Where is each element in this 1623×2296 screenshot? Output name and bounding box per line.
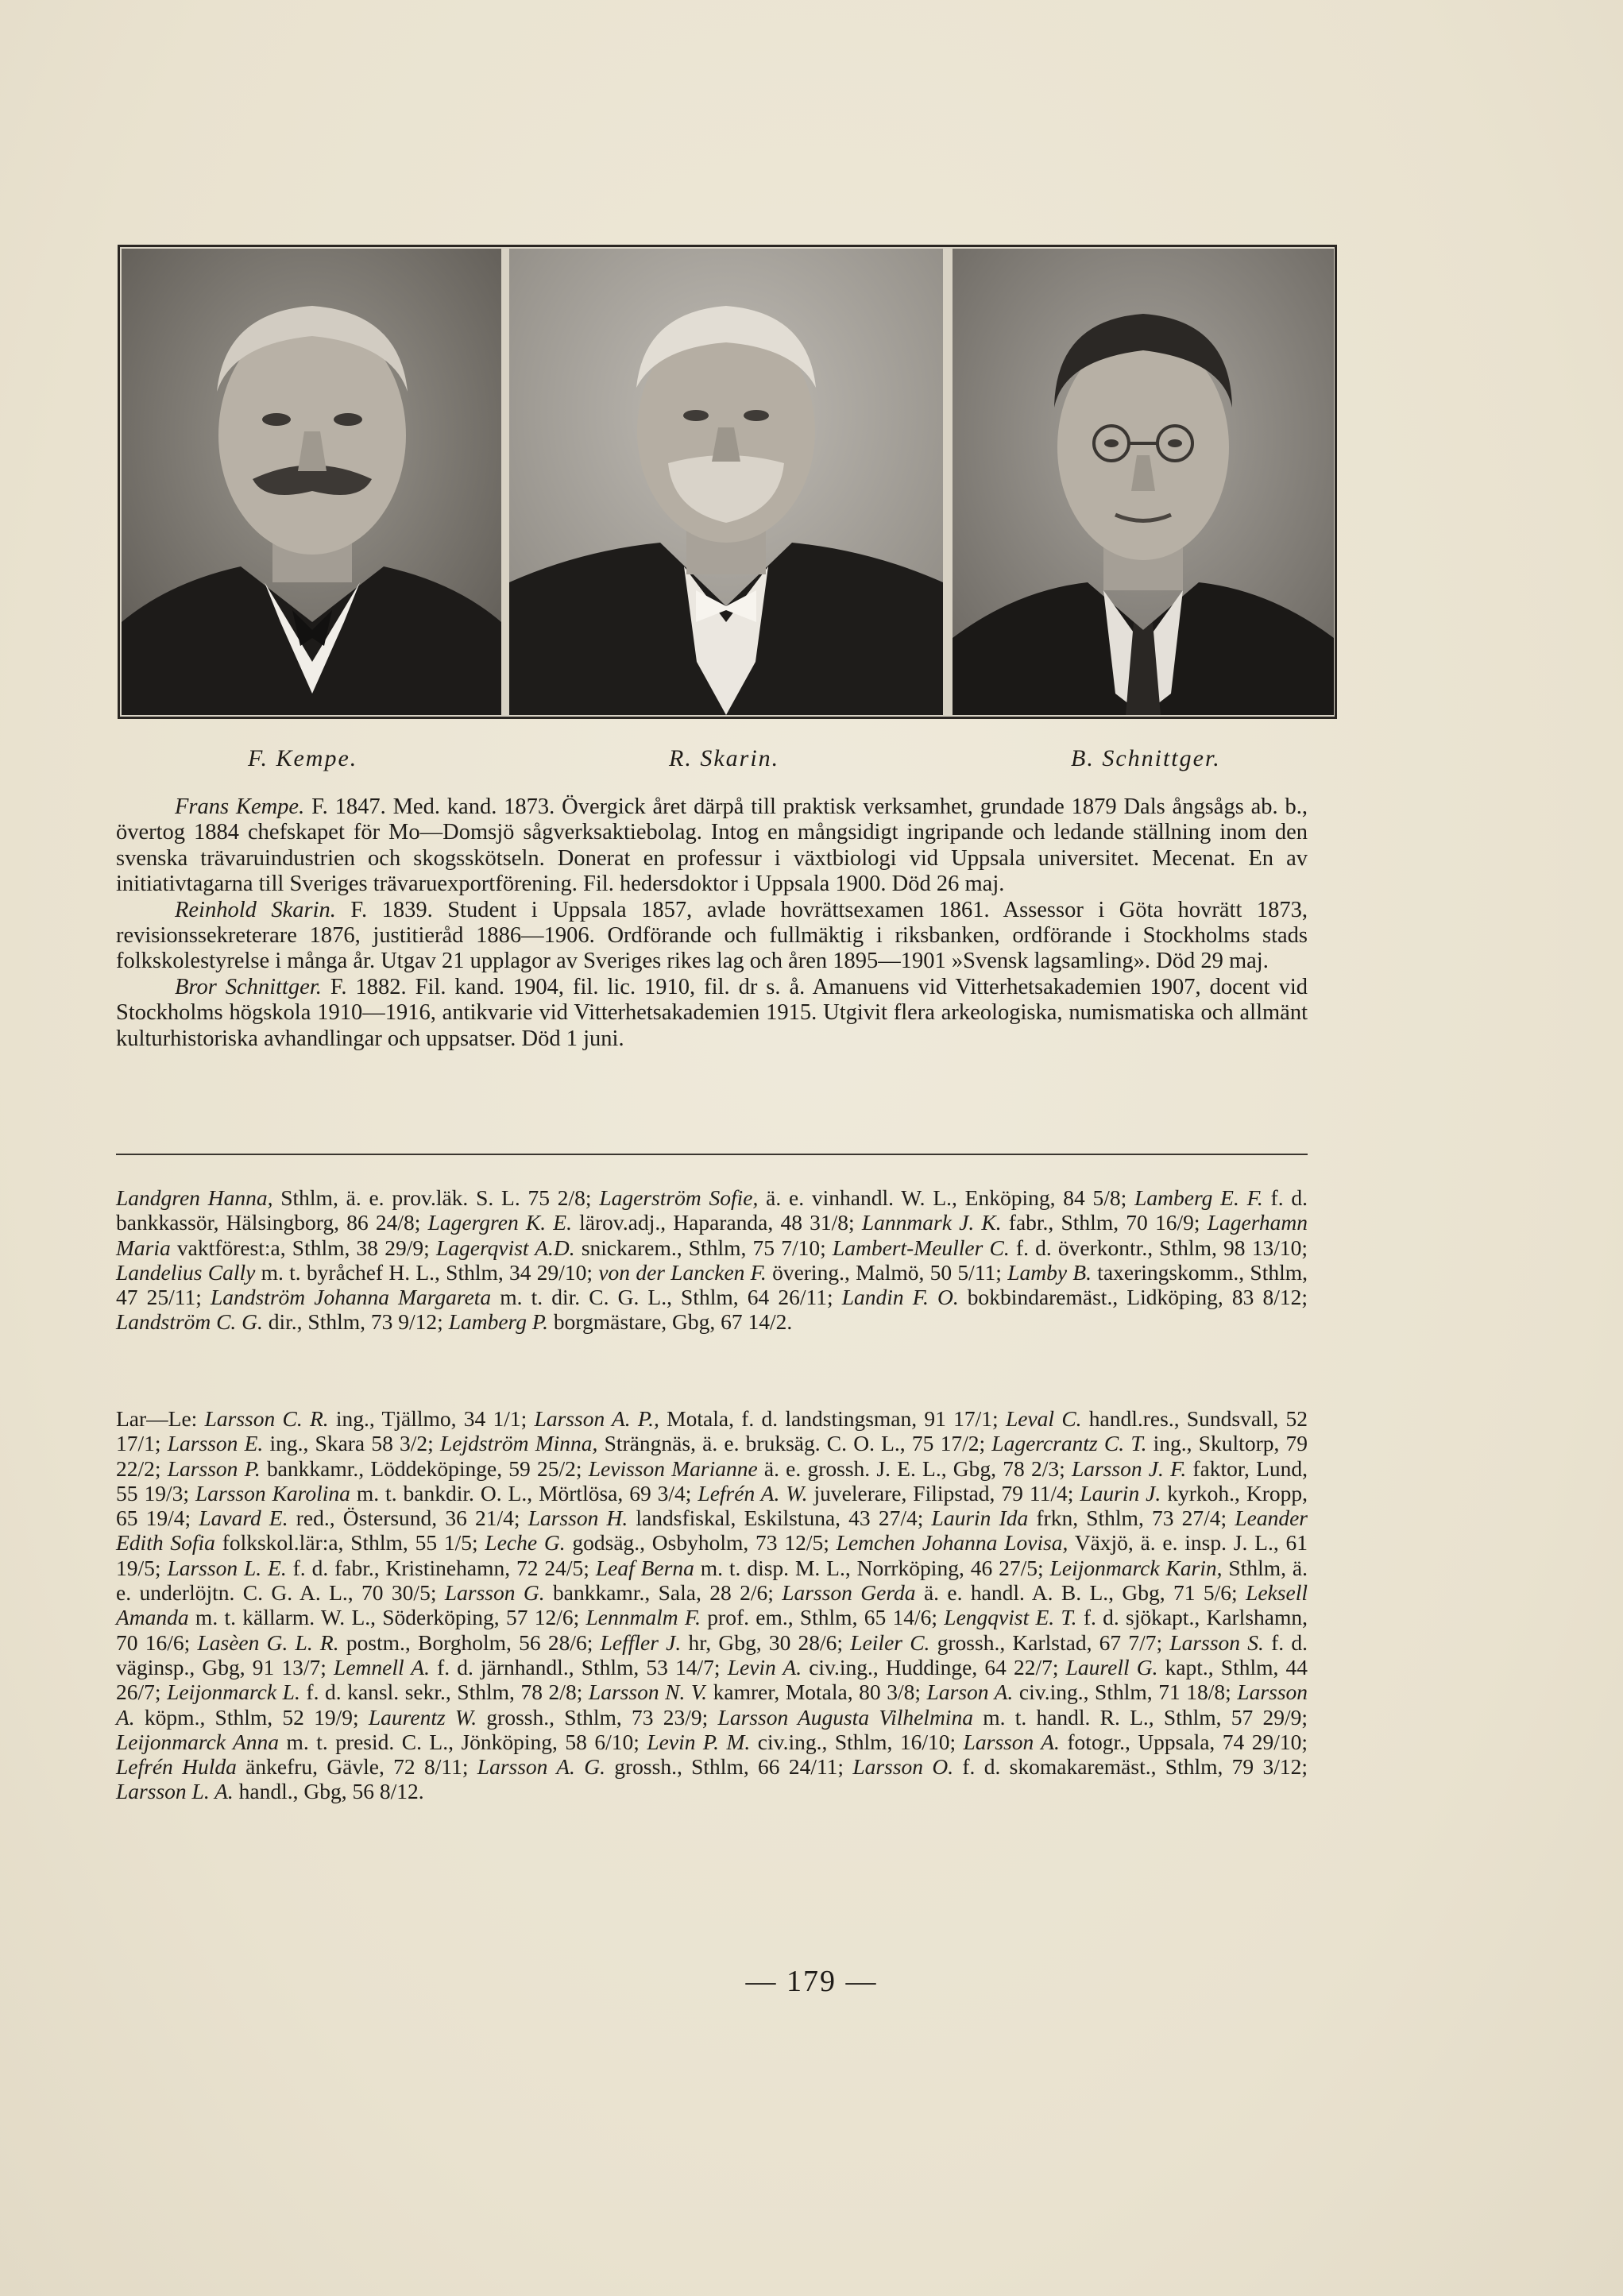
entry-details: m. t. dir. C. G. L., Sthlm, 64 26/11;: [491, 1285, 842, 1310]
bio-text: F. 1839. Student i Uppsala 1857, avlade hovrättsexamen 1861. Assessor i Göta hovrätt 1873, revisionssekreterare 1876, justitieråd 1886—1906. Ordförande och fullmäktig i riksbanken, ordförande i Stockholms stads folkskolestyrelse i många år. Utgav 21 upplagor av Sveriges rikes lag och åren 1895—1901 »Svensk lagsamling». Död 29 maj.: [116, 897, 1308, 974]
entry-name: Leche G.: [485, 1530, 566, 1556]
entry-details: hr, Gbg, 30 28/6;: [681, 1629, 851, 1655]
entry-name: von der Lancken F.: [598, 1259, 767, 1285]
entry-details: m. t. presid. C. L., Jönköping, 58 6/10;: [279, 1729, 647, 1754]
bio-paragraph-schnittger: [116, 975, 1308, 1052]
entry-details: ä. e. grossh. J. E. L., Gbg, 78 2/3;: [757, 1455, 1072, 1481]
entry-name: Larsson P.: [167, 1455, 261, 1481]
entry-details: m. t. handl. R. L., Sthlm, 57 29/9;: [972, 1704, 1308, 1730]
entry-details: Motala, f. d. landstingsman, 91 17/1;: [659, 1406, 1006, 1431]
portrait-photo-skarin: [509, 249, 943, 715]
entry-name: Leijonmarck Anna: [116, 1729, 280, 1754]
entry-details: red., Östersund, 36 21/4;: [288, 1506, 528, 1531]
entry-details: godsäg., Osbyholm, 73 12/5;: [565, 1530, 837, 1556]
entry-details: ä. e. vinhandl. W. L., Enköping, 84 5/8;: [758, 1185, 1135, 1210]
photo-caption-skarin: R. Skarin.: [669, 745, 780, 771]
entry-name: Lefrén A. W.: [698, 1480, 808, 1506]
entry-name: Larsson H.: [527, 1506, 628, 1531]
portrait-frame: [118, 245, 1337, 719]
entry-name: Leksell Amanda: [116, 1580, 1308, 1630]
entry-details: borgmästare, Gbg, 67 14/2.: [547, 1309, 793, 1335]
entry-name: Larsson A. G.: [477, 1754, 605, 1780]
bio-text: F. 1882. Fil. kand. 1904, fil. lic. 1910, fil. dr s. å. Amanuens vid Vitterhetsakademien 1907, docent vid Stockholms högskola 1910—1916, antikvarie vid Vitterhetsakademien 1915. Utgivit flera arkeologiska, numismatiska och allmänt kulturhistoriska avhandlingar och uppsatser. Död 1 juni.: [116, 974, 1308, 1051]
entry-details: m. t. disp. M. L., Norrköping, 46 27/5;: [694, 1555, 1050, 1580]
entry-name: Lengqvist E. T.: [944, 1605, 1077, 1630]
entry-name: Landelius Cally: [116, 1259, 256, 1285]
entry-details: dir., Sthlm, 73 9/12;: [262, 1309, 449, 1335]
entry-name: Laurin J.: [1080, 1480, 1161, 1506]
entry-details: grossh., Sthlm, 66 24/11;: [605, 1754, 853, 1780]
entry-name: Lagerström Sofie,: [599, 1185, 759, 1210]
entry-details: folkskol.lär:a, Sthlm, 55 1/5;: [214, 1530, 485, 1556]
entry-name: Landgren Hanna,: [116, 1185, 273, 1210]
bio-paragraph-skarin: [116, 898, 1308, 975]
entry-name: Laurell G.: [1065, 1654, 1158, 1679]
entry-name: Larsson A.: [116, 1679, 1308, 1730]
entry-details: kapt., Sthlm, 44 26/7;: [116, 1654, 1308, 1705]
entry-name: Lasèen G. L. R.: [197, 1629, 339, 1655]
portrait-photo-schnittger: [953, 249, 1334, 715]
entry-name: Levin A.: [727, 1654, 802, 1679]
entry-details: landsfiskal, Eskilstuna, 43 27/4;: [628, 1506, 932, 1531]
entry-details: f. d. bankkassör, Hälsingborg, 86 24/8;: [116, 1185, 1308, 1235]
section-divider: [116, 1154, 1308, 1155]
entry-details: kyrkoh., Kropp, 65 19/4;: [116, 1480, 1308, 1531]
entry-name: Lagerhamn Maria: [116, 1210, 1308, 1260]
bio-name: Reinhold Skarin.: [175, 897, 336, 922]
entry-name: Leaf Berna: [595, 1555, 694, 1580]
entry-details: fabr., Sthlm, 70 16/9;: [1001, 1210, 1208, 1235]
portrait-photo-kempe: [122, 249, 501, 715]
entry-name: Larsson G.: [444, 1580, 545, 1606]
entry-details: grossh., Karlstad, 67 7/7;: [929, 1629, 1170, 1655]
entry-details: Sthlm, ä. e. prov.läk. S. L. 75 2/8;: [272, 1185, 600, 1210]
entry-name: Leffler J.: [600, 1629, 682, 1655]
entry-details: övering., Malmö, 50 5/11;: [766, 1259, 1008, 1285]
entry-name: Leval C.: [1005, 1406, 1082, 1431]
entry-details: bankkamr., Sala, 28 2/6;: [544, 1580, 783, 1606]
entry-details: taxeringskomm., Sthlm, 47 25/11;: [116, 1259, 1308, 1310]
entry-name: Lagercrantz C. T.: [991, 1431, 1147, 1456]
entry-details: ing., Skultorp, 79 22/2;: [116, 1431, 1308, 1481]
entry-details: grossh., Sthlm, 73 23/9;: [477, 1704, 718, 1730]
entry-name: Laurentz W.: [368, 1704, 477, 1730]
entry-details: f. d. väginsp., Gbg, 91 13/7;: [116, 1629, 1308, 1679]
entry-name: Lannmark J. K.: [861, 1210, 1002, 1235]
obituary-list-lar-le: [116, 1406, 1308, 1804]
entry-name: Lavard E.: [199, 1506, 288, 1531]
entry-details: änkefru, Gävle, 72 8/11;: [236, 1754, 477, 1780]
entry-name: Leijonmarck Karin,: [1049, 1555, 1223, 1580]
entry-details: ing., Skara 58 3/2;: [263, 1431, 440, 1456]
bio-text: F. 1847. Med. kand. 1873. Övergick året därpå till praktisk verksamhet, grundade 1879 Dals ångsågs ab. b., övertog 1884 chefskapet för Mo—Domsjö sågverksaktiebolag. Intog en mångsidigt ingripande och ledande ställning inom den svenska trävaruindustrien och skogsskötseln. Donerat en professur i växtbiologi vid Uppsala universitet. Mecenat. En av initiativtagarna till Sveriges trävaruexportförening. Fil. hedersdoktor i Uppsala 1900. Död 26 maj.: [116, 794, 1308, 897]
entry-name: Larsson Karolina: [195, 1480, 350, 1506]
entry-details: f. d. järnhandl., Sthlm, 53 14/7;: [429, 1654, 728, 1679]
entry-name: Lemnell A.: [334, 1654, 430, 1679]
entry-details: frkn, Sthlm, 73 27/4;: [1028, 1506, 1235, 1531]
entry-details: civ.ing., Sthlm, 71 18/8;: [1013, 1679, 1238, 1705]
entry-name: Larsson J. F.: [1071, 1455, 1187, 1481]
entry-name: Laurin Ida: [931, 1506, 1029, 1531]
entry-details: Sthlm, ä. e. underlöjtn. C. G. A. L., 70 30/5;: [116, 1555, 1308, 1606]
entry-name: Larsson L. A.: [116, 1779, 234, 1804]
entry-name: Lefrén Hulda: [116, 1754, 237, 1780]
entry-name: Leijonmarck L.: [167, 1679, 300, 1705]
entry-name: Levin P. M.: [647, 1729, 751, 1754]
entry-name: Leander Edith Sofia: [116, 1506, 1308, 1556]
entry-name: Levisson Marianne: [588, 1455, 758, 1481]
entry-name: Larsson A.: [963, 1729, 1060, 1754]
entry-name: Larsson A. P.,: [534, 1406, 659, 1431]
entry-name: Lamberg E. F.: [1134, 1185, 1263, 1210]
entry-details: kamrer, Motala, 80 3/8;: [707, 1679, 927, 1705]
photo-caption-kempe: F. Kempe.: [248, 745, 358, 771]
entry-details: Strängnäs, ä. e. bruksäg. C. O. L., 75 17/2;: [597, 1431, 992, 1456]
entry-details: Växjö, ä. e. insp. J. L., 61 19/5;: [116, 1530, 1308, 1580]
entry-details: m. t. bankdir. O. L., Mörtlösa, 69 3/4;: [350, 1480, 698, 1506]
biographies: [116, 794, 1308, 1052]
entry-details: f. d. skomakaremäst., Sthlm, 79 3/12;: [953, 1754, 1308, 1780]
entry-details: civ.ing., Sthlm, 16/10;: [750, 1729, 964, 1754]
entry-details: bokbindaremäst., Lidköping, 83 8/12;: [958, 1285, 1308, 1310]
entry-name: Landström Johanna Margareta: [210, 1285, 492, 1310]
entry-name: Lemchen Johanna Lovisa,: [836, 1530, 1068, 1556]
entry-name: Lamberg P.: [448, 1309, 548, 1335]
entry-details: lärov.adj., Haparanda, 48 31/8;: [571, 1210, 862, 1235]
entry-name: Larsson E.: [167, 1431, 264, 1456]
entry-details: vaktförest:a, Sthlm, 38 29/9;: [170, 1235, 436, 1260]
entry-name: Larsson C. R.: [204, 1406, 329, 1431]
entry-details: m. t. källarm. W. L., Söderköping, 57 12/6;: [188, 1605, 586, 1630]
entry-name: Landström C. G.: [116, 1309, 263, 1335]
entry-name: Lamby B.: [1007, 1259, 1092, 1285]
entry-name: Larsson Gerda: [782, 1580, 916, 1606]
entry-name: Larsson S.: [1169, 1629, 1264, 1655]
photo-caption-schnittger: B. Schnittger.: [1071, 745, 1221, 771]
page-number: — 179 —: [745, 1965, 878, 1998]
entry-details: köpm., Sthlm, 52 19/9;: [134, 1704, 369, 1730]
entry-details: faktor, Lund, 55 19/3;: [116, 1455, 1308, 1506]
entry-name: Larsson O.: [852, 1754, 954, 1780]
entry-name: Larsson Augusta Vilhelmina: [717, 1704, 973, 1730]
entry-details: fotogr., Uppsala, 74 29/10;: [1059, 1729, 1308, 1754]
entry-details: ä. e. handl. A. B. L., Gbg, 71 5/6;: [915, 1580, 1246, 1606]
entry-details: f. d. fabr., Kristinehamn, 72 24/5;: [286, 1555, 596, 1580]
entry-name: Lagergren K. E.: [427, 1210, 572, 1235]
bio-name: Frans Kempe.: [175, 794, 305, 819]
entry-details: postm., Borgholm, 56 28/6;: [338, 1629, 601, 1655]
obituary-list-landgren: [116, 1185, 1308, 1335]
entry-name: Lennmalm F.: [585, 1605, 701, 1630]
entry-name: Larsson N. V.: [588, 1679, 708, 1705]
entry-details: f. d. sjökapt., Karlshamn, 70 16/6;: [116, 1605, 1308, 1655]
entry-details: snickarem., Sthlm, 75 7/10;: [574, 1235, 833, 1260]
bio-paragraph-kempe: [116, 794, 1308, 898]
entry-name: Landin F. O.: [841, 1285, 959, 1310]
bio-name: Bror Schnittger.: [175, 974, 322, 999]
entry-details: ing., Tjällmo, 34 1/1;: [328, 1406, 535, 1431]
entry-details: civ.ing., Huddinge, 64 22/7;: [802, 1654, 1066, 1679]
entry-details: prof. em., Sthlm, 65 14/6;: [701, 1605, 945, 1630]
entry-name: Larsson L. E.: [167, 1555, 287, 1580]
entry-name: Larson A.: [926, 1679, 1014, 1705]
entry-name: Lejdström Minna,: [440, 1431, 598, 1456]
entry-details: bankkamr., Löddeköpinge, 59 25/2;: [260, 1455, 589, 1481]
entry-details: m. t. byråchef H. L., Sthlm, 34 29/10;: [255, 1259, 599, 1285]
entry-details: f. d. överkontr., Sthlm, 98 13/10;: [1009, 1235, 1308, 1260]
entry-name: Leiler C.: [850, 1629, 930, 1655]
entry-details: juvelerare, Filipstad, 79 11/4;: [807, 1480, 1080, 1506]
list-section-label: Lar—Le:: [116, 1406, 205, 1431]
entry-details: f. d. kansl. sekr., Sthlm, 78 2/8;: [299, 1679, 589, 1705]
entry-details: handl.res., Sundsvall, 52 17/1;: [116, 1406, 1308, 1456]
entry-name: Lagerqvist A.D.: [435, 1235, 575, 1260]
entry-name: Lambert-Meuller C.: [832, 1235, 1010, 1260]
entry-details: handl., Gbg, 56 8/12.: [233, 1779, 424, 1804]
